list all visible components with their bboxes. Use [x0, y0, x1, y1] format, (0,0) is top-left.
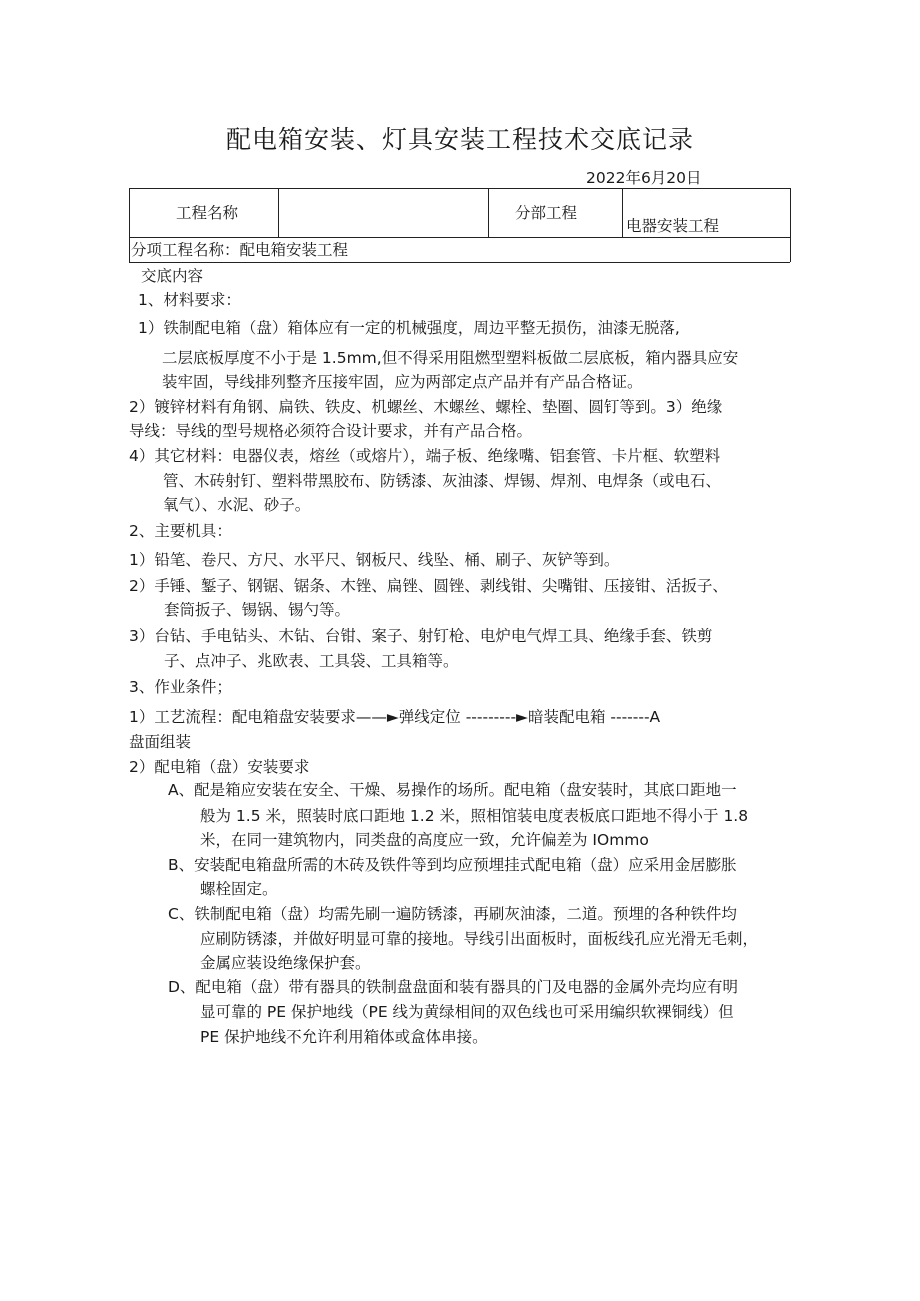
tools-item-2-line-2: 套筒扳子、锡锅、锡勺等。 [164, 601, 351, 619]
requirement-a-line-1: A、配是箱应安装在安全、干燥、易操作的场所。配电箱（盘安装时，其底口距地一 [168, 781, 737, 799]
materials-item-1-line-1: 1）铁制配电箱（盘）箱体应有一定的机械强度，周边平整无损伤，油漆无脱落, [138, 319, 680, 337]
requirement-d-line-2: 显可靠的 PE 保护地线（PE 线为黄绿相间的双色线也可采用编织软裸铜线）但 [200, 1003, 734, 1021]
project-name-label: 工程名称 [176, 204, 239, 222]
materials-item-2-line-1: 2）镀锌材料有角钢、扁铁、铁皮、机螺丝、木螺丝、螺栓、垫圈、圆钉等到。3）绝缘 [129, 398, 723, 416]
materials-item-2-line-2: 导线：导线的型号规格必须符合设计要求，并有产品合格。 [129, 422, 533, 440]
tools-item-3-line-2: 子、点冲子、兆欧表、工具袋、工具箱等。 [164, 652, 459, 670]
requirement-a-line-3: 米，在同一建筑物内，同类盘的高度应一致，允许偏差为 IOmmo [200, 831, 649, 849]
section-materials-title: 1、材料要求： [138, 291, 241, 309]
requirement-b-line-1: B、安装配电箱盘所需的木砖及铁件等到均应预埋挂式配电箱（盘）应采用金居膨胀 [168, 856, 737, 874]
materials-item-4-line-3: 氧气）、水泥、砂子。 [163, 496, 311, 514]
materials-item-1-line-2: 二层底板厚度不小于是 1.5mm,但不得采用阻燃型塑料板做二层底板，箱内器具应安 [162, 349, 739, 367]
content-heading: 交底内容 [141, 267, 204, 285]
tools-item-3-line-1: 3）台钻、手电钻头、木钻、台钳、案子、射钉枪、电炉电气焊工具、绝缘手套、铁剪 [129, 627, 713, 645]
materials-item-4-line-2: 管、木砖射钉、塑料带黑胶布、防锈漆、灰油漆、焊锡、焊剂、电焊条（或电石、 [163, 472, 722, 490]
install-requirements-title: 2）配电箱（盘）安装要求 [129, 758, 310, 776]
table-border-top [129, 188, 790, 189]
requirement-c-line-1: C、铁制配电箱（盘）均需先刷一遍防锈漆，再刷灰油漆，二道。预埋的各种铁件均 [168, 905, 737, 923]
section-conditions-title: 3、作业条件； [129, 678, 232, 696]
table-border-left [129, 188, 130, 262]
table-border-bottom [129, 262, 790, 263]
tools-item-1: 1）铅笔、卷尺、方尺、水平尺、钢板尺、线坠、桶、刷子、灰铲等到。 [129, 551, 620, 569]
table-divider-3 [622, 188, 623, 237]
document-title: 配电箱安装、灯具安装工程技术交底记录 [225, 125, 694, 154]
requirement-a-line-2: 般为 1.5 米，照装时底口距地 1.2 米，照相馆装电度表板底口距地不得小于 1.8 [200, 807, 749, 825]
table-border-right [790, 188, 791, 262]
table-border-middle [129, 237, 790, 238]
section-tools-title: 2、主要机具： [129, 522, 232, 540]
tools-item-2-line-1: 2）手锤、錾子、钢锯、锯条、木锉、扁锉、圆锉、剥线钳、尖嘴钳、压接钳、活扳子、 [129, 577, 728, 595]
division-label: 分部工程 [515, 204, 578, 222]
materials-item-1-line-3: 装牢固，导线排列整齐压接牢固，应为两部定点产品并有产品合格证。 [162, 373, 643, 391]
requirement-c-line-3: 金属应装设绝缘保护套。 [200, 954, 371, 972]
process-flow-line-1: 1）工艺流程：配电箱盘安装要求——►弹线定位 ---------►暗装配电箱 -------A [129, 708, 661, 726]
table-divider-2 [488, 188, 489, 237]
requirement-c-line-2: 应刷防锈漆，并做好明显可靠的接地。导线引出面板时，面板线孔应光滑无毛刺， [200, 930, 759, 948]
requirement-d-line-3: PE 保护地线不允许利用箱体或盒体串接。 [200, 1028, 488, 1046]
subitem-name: 分项工程名称：配电箱安装工程 [131, 241, 349, 259]
requirement-d-line-1: D、配电箱（盘）带有器具的铁制盘盘面和装有器具的门及电器的金属外壳均应有明 [168, 978, 738, 996]
division-value: 电器安装工程 [626, 217, 720, 235]
requirement-b-line-2: 螺栓固定。 [200, 880, 278, 898]
process-flow-line-2: 盘面组装 [129, 733, 192, 751]
materials-item-4-line-1: 4）其它材料：电器仪表，熔丝（或熔片），端子板、绝缘嘴、铝套管、卡片框、软塑料 [129, 447, 721, 465]
document-date: 2022年6月20日 [586, 169, 702, 187]
table-divider-1 [278, 188, 279, 237]
